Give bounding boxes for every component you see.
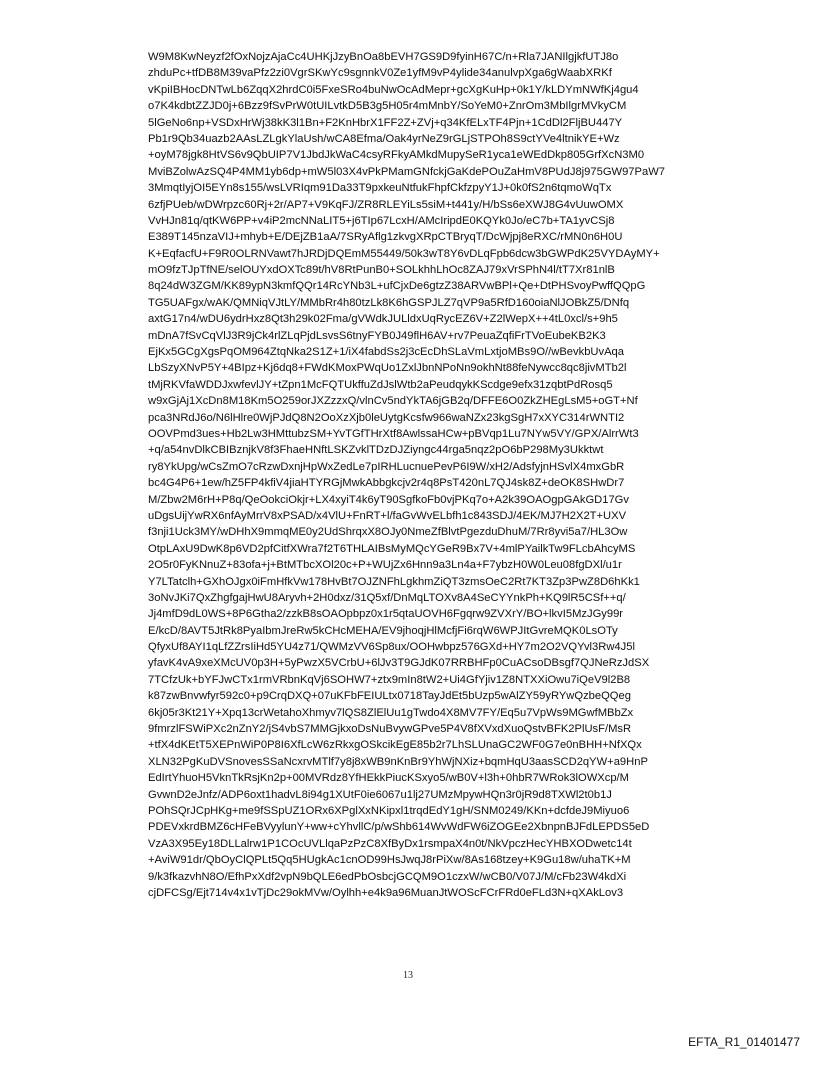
- text-line: 3oNvJKi7QxZhgfgajHwU8Aryvh+2H0dxz/31Q5xf/DnMqLTOXv8A4SeCYYnkPh+KQ9lR5CSf++q/: [148, 591, 626, 604]
- text-line: Y7LTatclh+GXhOJgx0iFmHfkVw178HvBt7OJZNFhLgkhmZiQT3zmsOeC2Rt7KT3Zp3PwZ8D6hKk1: [148, 575, 640, 588]
- text-line: 6kj05r3Kt21Y+Xpq13crWetahoXhmyv7lQS8ZlElUu1gTwdo4X8MV7FY/Eq5u7VpWs9MGwfMBbZx: [148, 706, 634, 719]
- text-line: mDnA7fSvCqVlJ3R9jCk4rlZLqPjdLsvsS6tnyFYB0J49flH6AV+rv7PeuaZqfiFrTVoEubeKB2K3: [148, 329, 606, 342]
- text-line: uDgsUijYwRX6nfAyMrrV8xPSAD/x4VlU+FnRT+l/faGvWvELbfh1c843SDJ/4EK/MJ7H2X2T+UXV: [148, 509, 627, 522]
- text-line: TG5UAFgx/wAK/QMNiqVJtLY/MMbRr4h80tzLk8K6hGSPJLZ7qVP9a5RfD160oiaNlJOBkZ5/DNfq: [148, 296, 630, 309]
- text-line: Jj4mfD9dL0WS+8P6Gtha2/zzkB8sOAOpbpz0x1r5qtaUOVH6Fgqrw9ZVXrY/BO+lkvI5MzJGy99r: [148, 608, 624, 621]
- document-id: EFTA_R1_01401477: [688, 1035, 800, 1049]
- text-line: yfavK4vA9xeXMcUV0p3H+5yPwzX5VCrbU+6lJv3T9GJdK07RRBHFp0CuACsoDBsgf7QJNeRzJdSX: [148, 657, 650, 670]
- text-line: f3nji1Uck3MY/wDHhX9mmqME0y2UdShrqxX8OJy0NmeZfBlvtPgezduDhuM/7Rr8yvi5a7/HL3Ow: [148, 526, 628, 539]
- text-line: zhduPc+tfDB8M39vaPfz2zi0VgrSKwYc9sgnnkV0Ze1yfM9vP4ylide34anulvpXga6gWaabXRKf: [148, 67, 612, 80]
- text-line: EjKx5GCgXgsPqOM964ZtqNka2S1Z+1/iX4fabdSs2j3cEcDhSLaVmLxtjoMBs9O//wBevkbUvAqa: [148, 346, 625, 359]
- text-line: 3MmqtIyjOI5EYn8s155/wsLVRIqm91Da33T9pxkeuNtfukFhpfCkfzpyY1J+0k0fS2n6tqmoWqTx: [148, 182, 612, 195]
- text-line: MviBZolwAzSQ4P4MM1yb6dp+mW5l03X4vPkPMamGNfckjGaKdePOuZaHmV8PUdJ8j975GW97PaW7: [148, 165, 665, 178]
- text-line: VvHJn81q/qtKW6PP+v4iP2mcNNaLIT5+j6TIp67LcxH/AMcIripdE0KQYk0Jo/eC7b+TA1yvCSj8: [148, 214, 615, 227]
- text-line: mO9fzTJpTfNE/selOUYxdOXTc89t/hV8RtPunB0+SOLkhhLhOc8ZAJ79xVrSPhN4l/tT7Xr81nlB: [148, 264, 615, 277]
- text-line: QfyxUf8AYI1qLfZZrsIiHd5YU4z71/QWMzVV6Sp8ux/OOHwbpz576GXd+HY7m2O2VQYvl3Rw4J5l: [148, 641, 635, 654]
- text-line: 5lGeNo6np+VSDxHrWj38kK3l1Bn+F2KnHbrX1FF2Z+ZVj+q34KfELxTF4Pjn+1CdDl2FljBU447Y: [148, 116, 623, 129]
- text-line: cjDFCSg/Ejt714v4x1vTjDc29okMVw/Oylhh+e4k9a96MuanJtWOScFCrFRd0eFLd3N+qXAkLov3: [148, 886, 624, 899]
- text-line: +tfX4dKEtT5XEPnWiP0P8I6XfLcW6zRkxgOSkcikEgE85b2r7LhSLUnaGC2WF0G7e0nBHH+NfXQx: [148, 739, 642, 752]
- text-line: 7TCfzUk+bYFJwCTx1rmVRbnKqVj6SOHW7+ztx9mIn8tW2+Ui4GfYjiv1Z8NTXXiOwu7iQeV9l2B8: [148, 673, 631, 686]
- text-line: pca3NRdJ6o/N6lHlre0WjPJdQ8N2OoXzXjb0leUytgKcsfw966waNZx23kgSgH7xXYC314rWNTI2: [148, 411, 625, 424]
- text-line: W9M8KwNeyzf2fOxNojzAjaCc4UHKjJzyBnOa8bEVH7GS9D9fyinH67C/n+Rla7JANIlgjkfUTJ8o: [148, 51, 619, 63]
- text-line: K+EqfacfU+F9R0OLRNVawt7hJRDjDQEmM55449/50k3wT8Y6vDLqFpb6dcw3bGWPdK25VYDAyMY+: [148, 247, 660, 260]
- text-line: GvwnD2eJnfz/ADP6oxt1hadvL8i94g1XUtF0ie6067u1lj27UMzMpywHQn3r0jR9d8TXWl2t0b1J: [148, 788, 612, 801]
- text-line: 2O5r0FyKNnuZ+83ofa+j+BtMTbcXOl20c+P+WUjZx6Hnn9a3Ln4a+F7ybzH0W0Leu08fgDXl/u1r: [148, 559, 622, 572]
- text-line: E/kcD/8AVT5JtRk8PyaIbmJreRw5kCHcMEHA/EV9jhoqjHlMcfjFi6rqW6WPJItGvreMQK0LsOTy: [148, 624, 618, 637]
- encoded-text-block: [148, 49, 688, 901]
- text-line: OtpLAxU9DwK8p6VD2pfCitfXWra7f2T6THLAIBsMyMQcYGeR9Bx7V+4mlPYailkTw9FLcbAhcyMS: [148, 542, 636, 555]
- text-line: +AviW91dr/QbOyClQPLt5Qq5HUgkAc1cnOD99HsJwqJ8rPiXw/8As168tzey+K9Gu18w/uhaTK+M: [148, 854, 631, 867]
- text-line: Pb1r9Qb34uazb2AAsLZLgkYlaUsh/wCA8Efma/Oak4yrNeZ9rGLjSTPOh8S9ctYVe4ltnikYE+Wz: [148, 132, 620, 145]
- text-line: tMjRKVfaWDDJxwfevlJY+tZpn1McFQTUkffuZdJslWtb2aPeudqykKScdge9efx31zqbtPdRosq5: [148, 378, 613, 391]
- text-line: 8q24dW3ZGM/KK89ypN3kmfQQr14RcYNb3L+ufCjxDe6gtzZ38ARVwBPl+Qe+DtPHSvoyPwffQQpG: [148, 280, 646, 293]
- text-line: PDEVxkrdBMZ6cHFeBVyylunY+ww+cYhvllC/p/wShb614WvWdFW6iZOGEe2XbnpnBJFdLEPDS5eD: [148, 821, 650, 834]
- text-line: E389T145nzaVIJ+mhyb+E/DEjZB1aA/7SRyAflg1zkvgXRpCTBryqT/DcWjpj8eRXC/rMN0n6H0U: [148, 231, 623, 244]
- text-line: ry8YkUpg/wCsZmO7cRzwDxnjHpWxZedLe7pIRHLucnuePevP6I9W/xH2/AdsfyjnHSvlX4mxGbR: [148, 460, 625, 473]
- text-line: +oyM78jgk8HtVS6v9QbUIP7V1JbdJkWaC4csyRFkyAMkdMupySeR1yca1eWEdDkp805GrfXcN3M0: [148, 149, 645, 162]
- text-line: 9/k3fkazvhN8O/EfhPxXdf2vpN9bQLE6edPbOsbcjGCQM9O1czxW/wCB0/V07J/M/cFb23W4kdXi: [148, 870, 627, 883]
- page-number: 13: [403, 970, 413, 981]
- text-line: o7K4kdbtZZJD0j+6Bzz9fSvPrW0tUILvtkD5B3g5H05r4mMnbY/SoYeM0+ZnrOm3MbIlgrMVkyCM: [148, 100, 627, 113]
- text-line: bc4G4P6+1ew/hZ5FP4kfiV4jiaHTYRGjMwkAbbgkcjv2r4q8PsT420nL7QJ4sk8Z+deOK8SHwDr7: [148, 477, 625, 490]
- text-line: w9xGjAj1XcDn8M18Km5O259orJXZzzxQ/vlnCv5ndYkTA6jGB2q/DFFE6O0ZkZHEgLsM5+oGT+Nf: [148, 395, 638, 408]
- text-line: k87zwBnvwfyr592c0+p9CrqDXQ+07uKFbFEIULtx0718TayJdEt5bUzp5wAlZY59yRYwQzbeQQeg: [148, 690, 631, 703]
- text-line: vKpiIBHocDNTwLb6ZqqX2hrdC0i5FxeSRo4buNwOcAdMepr+gcXgKuHp+0k1Y/kLDYmNWfKj4gu4: [148, 83, 639, 96]
- text-line: M/Zbw2M6rH+P8q/QeOokciOkjr+LX4xyiT4k6yT90SgfkoFb0vjPKq7o+A2k39OAOgpGAkGD17Gv: [148, 493, 629, 506]
- text-line: 6zfjPUeb/wDWrpzc60Rj+2r/AP7+V9KqFJ/ZR8RLEYiLs5siM+t441y/H/bSs6eXWJ8G4vUuwOMX: [148, 198, 624, 211]
- text-line: EdIrtYhuoH5VknTkRsjKn2p+00MVRdz8YfHEkkPiucKSxyo5/wB0V+l3h+0hbR7WRok3lOWXcp/M: [148, 772, 629, 785]
- text-line: XLN32PgKuDVSnovesSSaNcxrvMTlf7y8j8xWB9nKnBr9YhWjNXiz+bqmHqU3aasSCD2qYW+a9HnP: [148, 755, 648, 768]
- text-line: axtG17n4/wDU6ydrHxz8Qt3h29k02Fma/gVWdkJULldxUqRycEZ6V+Z2lWepX++4tL0xcl/s+9h5: [148, 313, 618, 326]
- text-line: POhSQrJCpHKg+me9fSSpUZ1ORx6XPglXxNKipxl1trqdEdY1gH/SNM0249/KKn+dcfdeJ9Miyuo6: [148, 804, 630, 817]
- text-line: +q/a54nvDlkCBIBznjkV8f3FhaeHNftLSKZvklTDzDJZiyngc44rga5nqz2pO6bP298My3Ukktwt: [148, 444, 604, 457]
- text-line: VzA3X95Ey18DLLalrw1P1COcUVLlqaPzPzC8XfByDx1rsmpaX4n0t/NkVpczHecYHBXODwetc14t: [148, 837, 632, 850]
- text-line: LbSzyXNvP5Y+4BIpz+Kj6dq8+FWdKMoxPWqUo1ZxlJbnNPoNn9okhNt88feNywcc8qc8jivMTb2l: [148, 362, 627, 375]
- text-line: OOVPmd3ues+Hb2Lw3HMttubzSM+YvTGfTHrXtf8AwlssaHCw+pBVqp1Lu7NYw5VY/GPX/AlrrWt3: [148, 427, 639, 440]
- text-line: 9fmrzlFSWiPXc2nZnY2/jS4vbS7MMGjkxoDsNuBvywGPve5P4V8fXVxdXuoQstvBFK2PlUsF/MsR: [148, 723, 632, 736]
